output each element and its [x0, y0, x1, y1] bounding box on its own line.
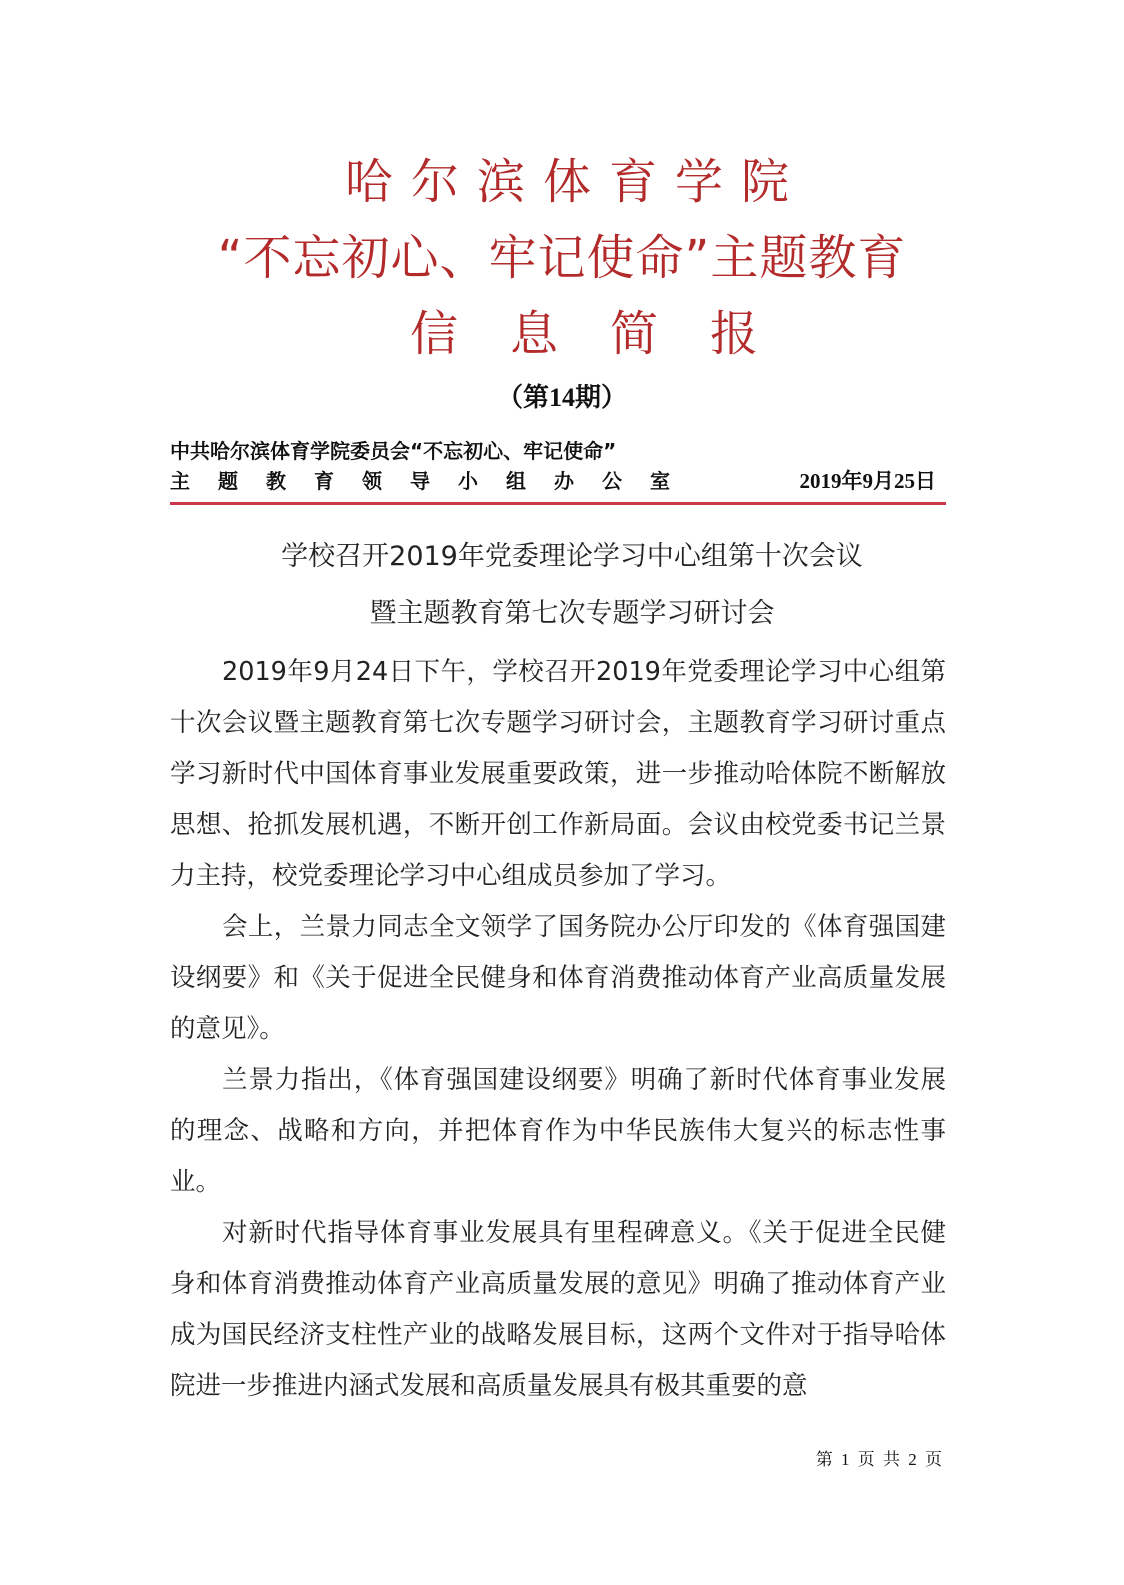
header-divider [170, 502, 946, 505]
article-title-line2: 暨主题教育第七次专题学习研讨会 [369, 598, 775, 629]
issuer-char: 教 [266, 469, 286, 493]
masthead-school-name: 哈尔滨体育学院 [344, 154, 807, 210]
article-paragraph: 对新时代指导体育事业发展具有里程碑意义。《关于促进全民健身和体育消费推动体育产业高质量发展的意见》明确了推动体育产业成为国民经济支柱性产业的战略发展目标，这两个文件对于指导哈体院进一步推进内涵式发展和高质量发展具有极其重要的意 [170, 1218, 946, 1401]
article-paragraph: 会上，兰景力同志全文领学了国务院办公厅印发的《体育强国建设纲要》和《关于促进全民健身和体育消费推动体育产业高质量发展的意见》。 [170, 912, 946, 1044]
issuer-line2 [170, 467, 670, 495]
issue-number: （第14期） [496, 383, 627, 412]
issuer-char: 题 [218, 469, 238, 493]
issuer-char: 育 [314, 469, 334, 493]
masthead-bulletin-title: 信息简报 [409, 306, 810, 362]
issue-date: 2019年9月25日 [799, 469, 936, 493]
issuer-char: 主 [170, 469, 190, 493]
issuer-line1: 中共哈尔滨体育学院委员会“不忘初心、牢记使命” [170, 439, 617, 463]
page-number: 第 1 页 共 2 页 [815, 1450, 944, 1469]
masthead-theme: “不忘初心、牢记使命”主题教育 [217, 230, 907, 286]
issuer-char: 公 [602, 469, 622, 493]
issuer-char: 小 [458, 469, 478, 493]
article-paragraph: 2019年9月24日下午，学校召开2019年党委理论学习中心组第十次会议暨主题教育第七次专题学习研讨会，主题教育学习研讨重点学习新时代中国体育事业发展重要政策，进一步推动哈体院不断解放思想、抢抓发展机遇，不断开创工作新局面。会议由校党委书记兰景力主持，校党委理论学习中心组成员参加了学习。 [170, 657, 946, 891]
issuer-char: 导 [410, 469, 430, 493]
issuer-char: 室 [650, 469, 670, 493]
article-paragraph: 兰景力指出，《体育强国建设纲要》明确了新时代体育事业发展的理念、战略和方向，并把体育作为中华民族伟大复兴的标志性事业。 [170, 1065, 946, 1197]
issuer-char: 领 [362, 469, 382, 493]
article-title-line1: 学校召开2019年党委理论学习中心组第十次会议 [281, 541, 863, 572]
issuer-char: 组 [506, 469, 526, 493]
article-body [170, 647, 946, 1412]
issuer-char: 办 [554, 469, 574, 493]
